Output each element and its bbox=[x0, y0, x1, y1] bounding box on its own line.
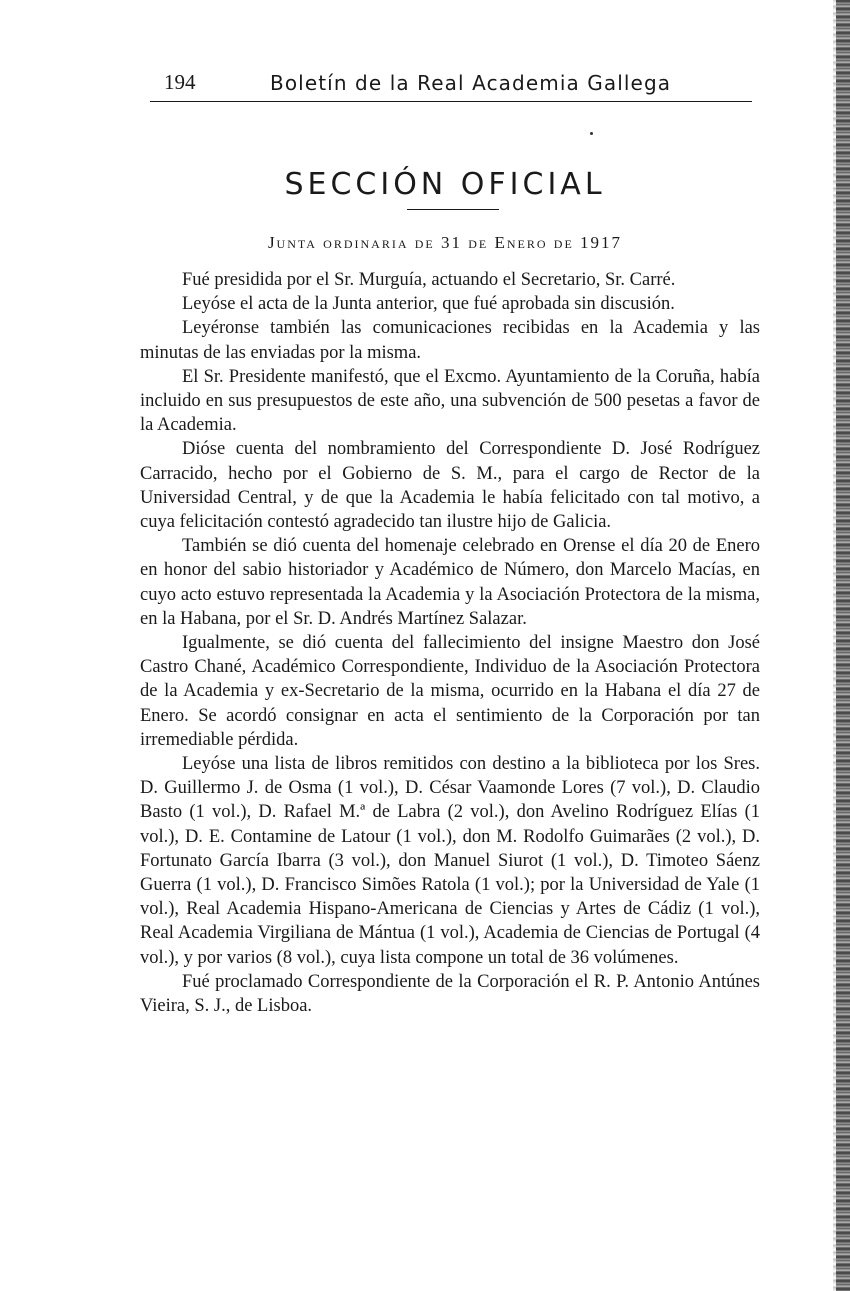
page-number: 194 bbox=[164, 70, 196, 94]
paragraph: Leyóse el acta de la Junta anterior, que fué aprobada sin discusión. bbox=[182, 294, 675, 315]
paragraph: Fué presidida por el Sr. Murguía, actuando el Secretario, Sr. Carré. bbox=[182, 270, 676, 290]
paragraph: Dióse cuenta del nombramiento del Correspondiente D. José Rodríguez Carracido, hecho por el Gobierno de S. M., para el cargo de Rector de la Universidad Central, y de que la Academia le había felicitado con tal motivo, a cuya felicitación contestó agradecido tan ilustre hijo de Galicia. bbox=[140, 439, 760, 533]
running-header bbox=[150, 70, 750, 98]
paragraph: También se dió cuenta del homenaje celebrado en Orense el día 20 de Enero en honor del sabio historiador y Académico de Número, don Marcelo Macías, en cuyo acto estuvo representada la Academia y la Asociación Protectora de la misma, en la Habana, por el Sr. D. Andrés Martínez Salazar. bbox=[140, 536, 760, 629]
paragraph: El Sr. Presidente manifestó, que el Excmo. Ayuntamiento de la Coruña, había incluido en sus presupuestos de este año, una subvención de 500 pesetas a favor de la Academia. bbox=[140, 366, 760, 436]
header-rule bbox=[150, 101, 752, 102]
print-speck bbox=[590, 132, 593, 135]
minutes-body bbox=[140, 268, 760, 1018]
section-title: SECCIÓN OFICIAL bbox=[284, 167, 606, 202]
paragraph: Leyéronse también las comunicaciones recibidas en la Academia y las minutas de las enviadas por la misma. bbox=[140, 318, 760, 363]
running-title: Boletín de la Real Academia Gallega bbox=[270, 71, 672, 95]
paragraph: Fué proclamado Correspondiente de la Corporación el R. P. Antonio Antúnes Vieira, S. J., de Lisboa. bbox=[140, 971, 760, 1017]
meeting-subheading: Junta ordinaria de 31 de Enero de 1917 bbox=[267, 233, 623, 252]
title-rule bbox=[407, 209, 499, 210]
paragraph: Leyóse una lista de libros remitidos con destino a la biblioteca por los Sres. D. Guillermo J. de Osma (1 vol.), D. César Vaamonde Lores (7 vol.), D. Claudio Basto (1 vol.), D. Rafael M.ª de Labra (2 vol.), don Avelino Rodríguez Elías (1 vol.), D. E. Contamine de Latour (1 vol.), don M. Rodolfo Guimarães (2 vol.), D. Fortunato García Ibarra (3 vol.), don Manuel Siurot (1 vol.), D. Timoteo Sáenz Guerra (1 vol.), D. Francisco Simões Ratola (1 vol.); por la Universidad de Yale (1 vol.), Real Academia Hispano-Americana de Ciencias y Artes de Cádiz (1 vol.), Real Academia Virgiliana de Mántua (1 vol.), Academia de Ciencias de Portugal (4 vol.), y por varios (8 vol.), cuya lista compone un total de 36 volúmenes. bbox=[140, 754, 760, 968]
paragraph: Igualmente, se dió cuenta del fallecimiento del insigne Maestro don José Castro Chané, Académico Correspondiente, Individuo de la Asociación Protectora de la Academia y ex-Secretario de la misma, ocurrido en la Habana el día 27 de Enero. Se acordó consignar en acta el sentimiento de la Corporación por tan irremediable pérdida. bbox=[140, 633, 760, 750]
